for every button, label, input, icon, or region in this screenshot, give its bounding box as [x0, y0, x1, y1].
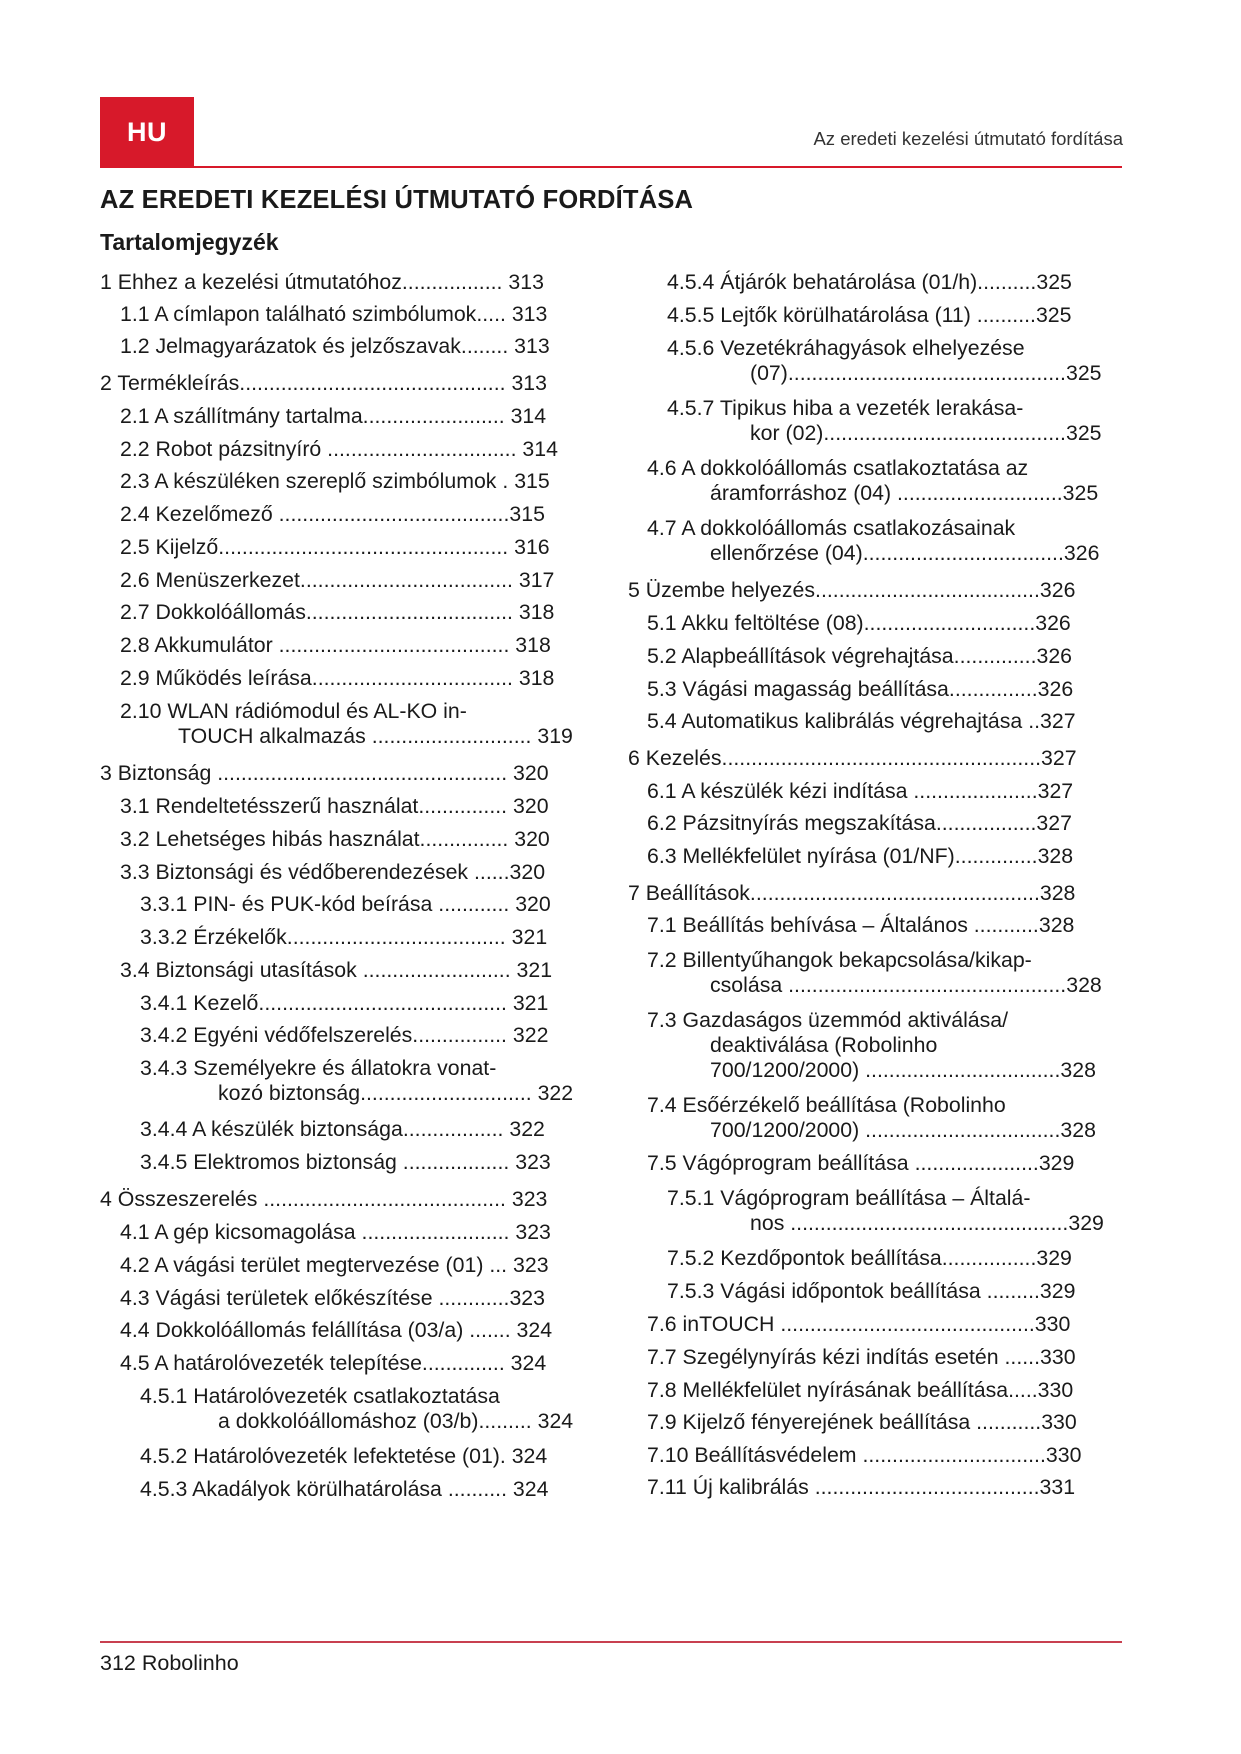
footer-divider	[100, 1641, 1122, 1643]
toc-entry[interactable]: 4.2 A vágási terület megtervezése (01) ... 323	[120, 1253, 549, 1277]
toc-entry[interactable]: 4.5.6 Vezetékráhagyások elhelyezése	[667, 336, 1025, 360]
toc-entry[interactable]: 7.3 Gazdaságos üzemmód aktiválása/	[647, 1008, 1009, 1032]
toc-entry-continuation[interactable]: csolása ...............................................328	[710, 973, 1102, 997]
toc-entry[interactable]: 4.5 A határolóvezeték telepítése.............. 324	[120, 1351, 547, 1375]
toc-entry[interactable]: 4.5.5 Lejtők körülhatárolása (11) ..........325	[667, 303, 1072, 327]
running-title: Az eredeti kezelési útmutató fordítása	[813, 128, 1123, 149]
toc-entry-continuation[interactable]: TOUCH alkalmazás ........................... 319	[178, 724, 573, 748]
toc-entry-continuation[interactable]: a dokkolóállomáshoz (03/b)......... 324	[218, 1409, 574, 1433]
toc-entry[interactable]: 3 Biztonság ................................................. 320	[100, 761, 549, 785]
toc-entry[interactable]: 4.4 Dokkolóállomás felállítása (03/a) ....... 324	[120, 1318, 553, 1342]
toc-heading: Tartalomjegyzék	[100, 229, 279, 255]
toc-entry[interactable]: 4.5.7 Tipikus hiba a vezeték lerakása-	[667, 396, 1024, 420]
toc-entry[interactable]: 3.4.1 Kezelő.......................................... 321	[140, 991, 549, 1015]
toc-entry[interactable]: 7.5.2 Kezdőpontok beállítása................329	[667, 1246, 1072, 1270]
toc-entry[interactable]: 4 Összeszerelés ......................................... 323	[100, 1187, 548, 1211]
toc-entry[interactable]: 7.2 Billentyűhangok bekapcsolása/kikap-	[647, 948, 1032, 972]
toc-entry[interactable]: 7.7 Szegélynyírás kézi indítás esetén ......330	[647, 1345, 1076, 1369]
toc-entry[interactable]: 3.4.4 A készülék biztonsága................. 322	[140, 1117, 545, 1141]
toc-entry[interactable]: 4.1 A gép kicsomagolása ......................... 323	[120, 1220, 551, 1244]
language-badge: HU	[100, 97, 194, 167]
toc-entry[interactable]: 7.10 Beállításvédelem ...............................330	[647, 1443, 1082, 1467]
toc-entry[interactable]: 7.9 Kijelző fényerejének beállítása ...........330	[647, 1410, 1077, 1434]
toc-entry[interactable]: 4.5.1 Határolóvezeték csatlakoztatása	[140, 1384, 500, 1408]
toc-entry[interactable]: 7.8 Mellékfelület nyírásának beállítása.....330	[647, 1378, 1074, 1402]
toc-left-column	[100, 270, 574, 1502]
toc-entry-continuation[interactable]: kozó biztonság............................. 322	[218, 1081, 574, 1105]
toc-entry[interactable]: 6.1 A készülék kézi indítása .....................327	[647, 779, 1074, 803]
toc-entry[interactable]: 7.5 Vágóprogram beállítása .....................329	[647, 1151, 1075, 1175]
toc-entry[interactable]: 2.10 WLAN rádiómodul és AL-KO in-	[120, 699, 467, 723]
toc-entry[interactable]: 5.4 Automatikus kalibrálás végrehajtása ..327	[647, 709, 1076, 733]
toc-entry[interactable]: 7 Beállítások.................................................328	[628, 881, 1076, 905]
toc-entry[interactable]: 2.9 Működés leírása.................................. 318	[120, 666, 555, 690]
toc-entry[interactable]: 4.5.4 Átjárók behatárolása (01/h)..........325	[667, 270, 1072, 294]
toc-entry-continuation[interactable]: nos ...............................................329	[750, 1211, 1104, 1235]
toc-entry[interactable]: 1.1 A címlapon található szimbólumok..... 313	[120, 302, 548, 326]
toc-entry[interactable]: 2.4 Kezelőmező .......................................315	[120, 502, 545, 526]
toc-entry[interactable]: 2.7 Dokkolóállomás................................... 318	[120, 600, 555, 624]
toc-entry[interactable]: 7.4 Esőérzékelő beállítása (Robolinho	[647, 1093, 1006, 1117]
toc-entry[interactable]: 3.3 Biztonsági és védőberendezések ......320	[120, 860, 546, 884]
toc-entry[interactable]: 2.5 Kijelző................................................. 316	[120, 535, 550, 559]
toc-entry[interactable]: 5.2 Alapbeállítások végrehajtása..............326	[647, 644, 1073, 668]
toc-entry[interactable]: 5 Üzembe helyezés......................................326	[628, 578, 1076, 602]
toc-entry[interactable]: 4.5.3 Akadályok körülhatárolása .......... 324	[140, 1477, 549, 1501]
toc-entry[interactable]: 3.3.1 PIN- és PUK-kód beírása ............ 320	[140, 892, 551, 916]
toc-entry[interactable]: 2 Termékleírás............................................. 313	[100, 371, 547, 395]
toc-entry-continuation[interactable]: áramforráshoz (04) ............................325	[710, 481, 1099, 505]
toc-entry[interactable]: 3.4.3 Személyekre és állatokra vonat-	[140, 1056, 497, 1080]
toc-entry[interactable]: 5.1 Akku feltöltése (08).............................326	[647, 611, 1071, 635]
page-footer: 312 Robolinho	[100, 1651, 239, 1675]
toc-entry[interactable]: 3.4.2 Egyéni védőfelszerelés................ 322	[140, 1023, 549, 1047]
toc-entry[interactable]: 3.2 Lehetséges hibás használat............... 320	[120, 827, 550, 851]
toc-entry[interactable]: 3.4.5 Elektromos biztonság .................. 323	[140, 1150, 551, 1174]
toc-entry[interactable]: 6.2 Pázsitnyírás megszakítása.................327	[647, 811, 1072, 835]
toc-entry[interactable]: 2.1 A szállítmány tartalma........................ 314	[120, 404, 547, 428]
header-divider	[100, 166, 1122, 168]
toc-entry-continuation[interactable]: 700/1200/2000) .................................328	[710, 1118, 1096, 1142]
toc-entry-continuation[interactable]: (07)...............................................325	[750, 361, 1102, 385]
toc-entry[interactable]: 3.4 Biztonsági utasítások ......................... 321	[120, 958, 553, 982]
toc-entry-continuation[interactable]: kor (02).........................................325	[750, 421, 1102, 445]
toc-entry[interactable]: 7.5.1 Vágóprogram beállítása – Általá-	[667, 1186, 1031, 1210]
toc-entry[interactable]: 7.5.3 Vágási időpontok beállítása .........329	[667, 1279, 1076, 1303]
toc-entry-continuation[interactable]: deaktiválása (Robolinho	[710, 1033, 938, 1057]
toc-entry[interactable]: 7.6 inTOUCH ...........................................330	[647, 1312, 1071, 1336]
toc-entry[interactable]: 1 Ehhez a kezelési útmutatóhoz................. 313	[100, 270, 544, 294]
toc-right-column	[628, 270, 1123, 1500]
toc-entry[interactable]: 7.11 Új kalibrálás ......................................331	[647, 1475, 1076, 1499]
page-title: AZ EREDETI KEZELÉSI ÚTMUTATÓ FORDÍTÁSA	[100, 186, 694, 214]
toc-entry[interactable]: 6 Kezelés......................................................327	[628, 746, 1077, 770]
toc-entry[interactable]: 5.3 Vágási magasság beállítása...............326	[647, 677, 1074, 701]
toc-entry[interactable]: 2.2 Robot pázsitnyíró ................................ 314	[120, 437, 558, 461]
toc-entry[interactable]: 3.1 Rendeltetésszerű használat............... 320	[120, 794, 549, 818]
toc-entry[interactable]: 1.2 Jelmagyarázatok és jelzőszavak........ 313	[120, 334, 550, 358]
toc-entry[interactable]: 3.3.2 Érzékelők..................................... 321	[140, 925, 548, 949]
toc-entry[interactable]: 2.3 A készüléken szereplő szimbólumok . 315	[120, 469, 550, 493]
toc-entry[interactable]: 4.6 A dokkolóállomás csatlakoztatása az	[647, 456, 1029, 480]
toc-entry[interactable]: 2.6 Menüszerkezet.................................... 317	[120, 568, 555, 592]
toc-entry[interactable]: 6.3 Mellékfelület nyírása (01/NF)..............328	[647, 844, 1074, 868]
toc-entry-continuation[interactable]: ellenőrzése (04)..................................326	[710, 541, 1100, 565]
toc-entry-continuation[interactable]: 700/1200/2000) .................................328	[710, 1058, 1096, 1082]
toc-entry[interactable]: 2.8 Akkumulátor ....................................... 318	[120, 633, 551, 657]
toc-entry[interactable]: 4.5.2 Határolóvezeték lefektetése (01). 324	[140, 1444, 548, 1468]
toc-entry[interactable]: 7.1 Beállítás behívása – Általános ...........328	[647, 913, 1075, 937]
toc-entry[interactable]: 4.3 Vágási területek előkészítése ............323	[120, 1286, 545, 1310]
toc-entry[interactable]: 4.7 A dokkolóállomás csatlakozásainak	[647, 516, 1016, 540]
